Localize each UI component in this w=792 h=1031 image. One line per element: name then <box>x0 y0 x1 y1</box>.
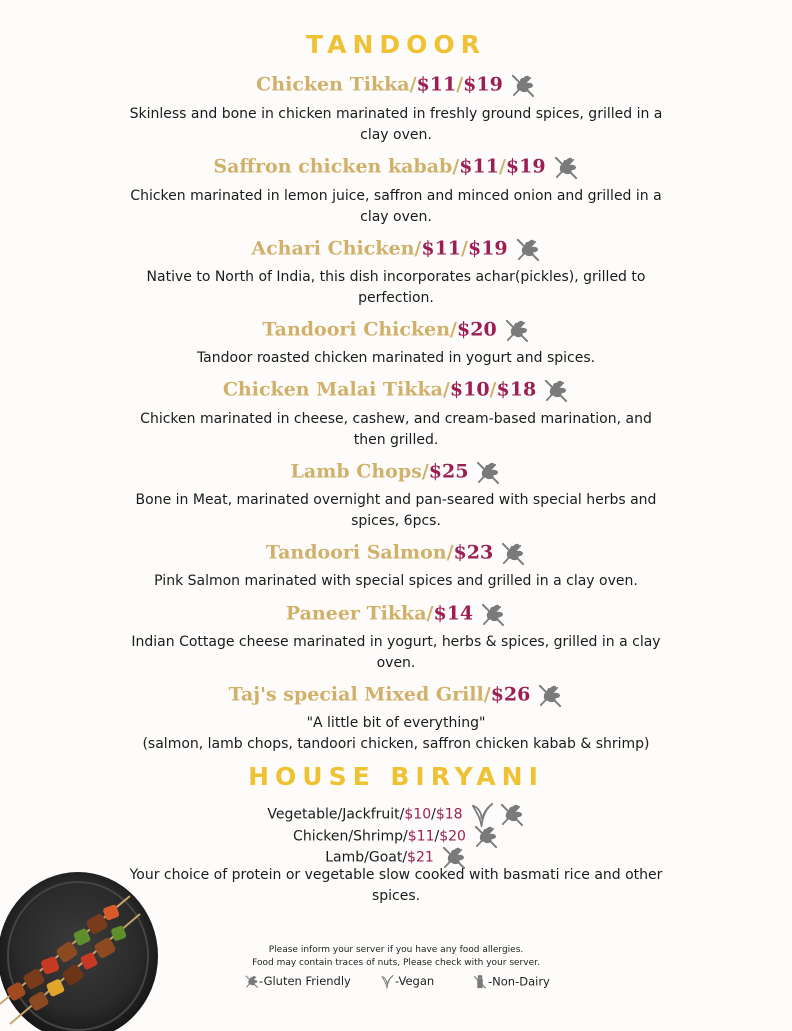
price-large: $20 <box>439 828 466 845</box>
dish-description: Native to North of India, this dish incorporates achar(pickles), grilled to perfection. <box>146 269 646 306</box>
gluten-free-icon <box>503 317 530 344</box>
vegan-icon <box>380 974 395 989</box>
price-small: $11 <box>459 155 499 178</box>
legend-label: -Gluten Friendly <box>259 974 351 988</box>
dish-name: Taj's special Mixed Grill <box>228 683 484 706</box>
dish-lamb-chops <box>0 459 792 486</box>
slash: / <box>483 683 491 706</box>
section-title-tandoor: TANDOOR <box>306 30 486 59</box>
dish-description: Pink Salmon marinated with special spices and grilled in a clay oven. <box>154 573 638 589</box>
price-small: $11 <box>416 73 457 96</box>
slash: / <box>434 828 440 845</box>
slash: / <box>461 237 468 260</box>
gluten-free-icon <box>244 974 259 989</box>
price-large: $19 <box>463 73 503 96</box>
dish-achari-chicken <box>0 236 792 263</box>
price: $20 <box>457 318 497 341</box>
legend-gluten-friendly <box>244 974 351 989</box>
dish-tandoori-salmon <box>0 540 792 567</box>
dish-description: Skinless and bone in chicken marinated in freshly ground spices, grilled in a clay oven. <box>129 106 663 143</box>
dish-name: Lamb Chops <box>290 460 422 483</box>
dish-chicken-tikka <box>0 72 792 99</box>
slash: / <box>414 237 422 260</box>
slash: / <box>421 460 429 483</box>
dish-paneer-tikka <box>0 601 792 628</box>
gluten-free-icon <box>536 682 563 709</box>
slash: / <box>409 73 417 96</box>
allergy-note: Please inform your server if you have any food allergies. <box>268 945 524 955</box>
legend-non-dairy <box>472 974 550 990</box>
dish-name: Paneer Tikka <box>285 602 427 625</box>
price: $25 <box>428 460 469 483</box>
price-small: $11 <box>421 237 462 260</box>
dish-name: Chicken Malai Tikka <box>222 378 443 401</box>
gluten-free-icon <box>552 154 579 181</box>
dish-tagline: "A little bit of everything" <box>306 715 486 731</box>
non-dairy-icon <box>472 974 488 990</box>
price-small: $10 <box>404 806 432 823</box>
slash: / <box>446 541 454 564</box>
dish-name: Tandoori Chicken <box>262 318 451 341</box>
nuts-note: Food may contain traces of nuts, Please check with your server. <box>252 958 540 968</box>
dish-name: Achari Chicken <box>251 237 415 260</box>
price: $14 <box>433 602 474 625</box>
dish-name: Chicken Tikka <box>256 73 410 96</box>
dish-description: (salmon, lamb chops, tandoori chicken, saffron chicken kabab & shrimp) <box>142 736 650 752</box>
dish-chicken-malai-tikka <box>0 377 792 404</box>
price-large: $19 <box>505 155 546 178</box>
biryani-label: Lamb/Goat/ <box>325 849 408 866</box>
legend-label: -Vegan <box>395 974 435 988</box>
dish-saffron-chicken-kabab <box>0 154 792 181</box>
slash: / <box>442 378 450 401</box>
dish-description: Chicken marinated in cheese, cashew, and cream-based marination, and then grilled. <box>140 411 652 448</box>
gluten-free-icon <box>514 236 541 263</box>
dish-description: Chicken marinated in lemon juice, saffron and minced onion and grilled in a clay oven. <box>130 188 662 225</box>
price-large: $18 <box>496 378 537 401</box>
price-small: $11 <box>407 828 435 845</box>
gluten-free-icon <box>499 540 526 567</box>
gluten-free-icon <box>509 72 536 99</box>
price-large: $19 <box>467 237 508 260</box>
dish-description: Indian Cottage cheese marinated in yogurt, herbs & spices, grilled in a clay oven. <box>131 634 661 671</box>
gluten-free-icon <box>479 601 506 628</box>
price-large: $18 <box>435 806 463 823</box>
slash: / <box>452 155 460 178</box>
gluten-free-icon <box>474 459 501 486</box>
dish-mixed-grill <box>0 682 792 709</box>
gluten-free-icon <box>542 377 569 404</box>
slash: / <box>489 378 497 401</box>
dish-name: Saffron chicken kabab <box>213 155 453 178</box>
slash: / <box>431 806 436 823</box>
biryani-description: Your choice of protein or vegetable slow cooked with basmati rice and other spices. <box>129 867 663 904</box>
biryani-label: Vegetable/Jackfruit/ <box>267 806 405 823</box>
price: $26 <box>490 683 531 706</box>
dish-name: Tandoori Salmon <box>265 541 447 564</box>
price-small: $10 <box>449 378 490 401</box>
price: $21 <box>407 849 434 866</box>
dish-description: Bone in Meat, marinated overnight and pan-seared with special herbs and spices, 6pcs. <box>135 492 657 529</box>
slash: / <box>498 155 506 178</box>
section-title-biryani: HOUSE BIRYANI <box>248 762 544 791</box>
legend-label: -Non-Dairy <box>488 974 550 989</box>
price: $23 <box>453 541 494 564</box>
slash: / <box>456 73 464 96</box>
slash: / <box>450 318 457 341</box>
dish-description: Tandoor roasted chicken marinated in yogurt and spices. <box>196 350 596 366</box>
biryani-label: Chicken/Shrimp/ <box>293 828 408 845</box>
slash: / <box>426 602 434 625</box>
dish-tandoori-chicken <box>0 317 792 344</box>
legend-vegan <box>380 974 434 989</box>
